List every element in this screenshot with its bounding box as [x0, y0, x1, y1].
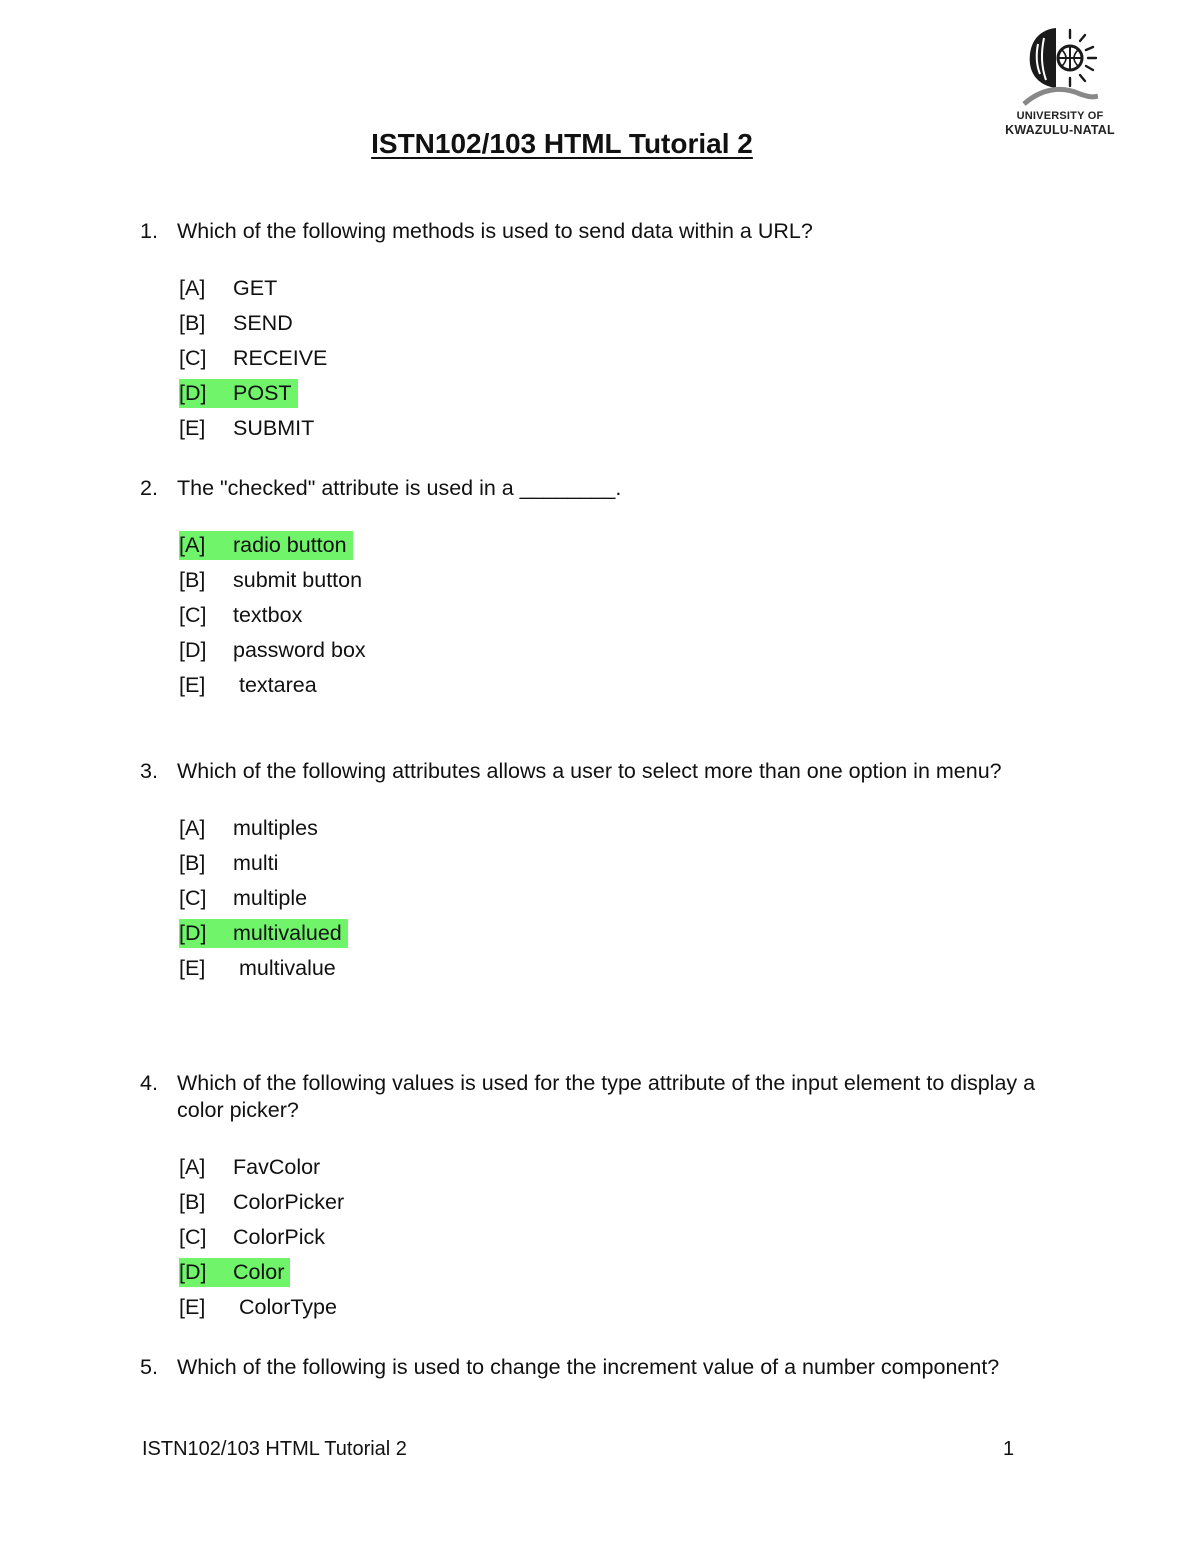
question-3 — [140, 758, 1040, 986]
option-letter: [C] — [179, 1225, 207, 1249]
option-letter: [B] — [179, 568, 206, 592]
question-5 — [140, 1354, 1040, 1381]
option-b — [179, 1185, 1040, 1220]
question-text: The "checked" attribute is used in a ________. — [177, 476, 622, 500]
option-b — [179, 306, 1040, 341]
option-letter: [A] — [179, 533, 206, 557]
option-letter: [B] — [179, 311, 206, 335]
option-d — [179, 633, 1040, 668]
question-number: 1. — [140, 219, 158, 243]
question-number: 3. — [140, 759, 158, 783]
option-text: GET — [233, 276, 278, 300]
question-text: Which of the following methods is used to send data within a URL? — [177, 219, 813, 243]
university-logo — [1000, 24, 1120, 139]
option-letter: [E] — [179, 1295, 206, 1319]
option-text: radio button — [233, 533, 347, 557]
option-c — [179, 881, 1040, 916]
footer-title: ISTN102/103 HTML Tutorial 2 — [142, 1438, 407, 1460]
option-e — [179, 668, 1040, 703]
option-text: ColorType — [233, 1295, 337, 1319]
option-d — [179, 376, 1040, 411]
option-text: textbox — [233, 603, 303, 627]
option-text: SEND — [233, 311, 293, 335]
option-text: FavColor — [233, 1155, 321, 1179]
document-title: ISTN102/103 HTML Tutorial 2 — [371, 128, 753, 159]
option-text: password box — [233, 638, 366, 662]
option-b — [179, 563, 1040, 598]
page-number: 1 — [1003, 1438, 1015, 1460]
option-text: SUBMIT — [233, 416, 315, 440]
question-1 — [140, 218, 1040, 446]
option-d — [179, 1255, 1040, 1290]
option-letter: [A] — [179, 816, 206, 840]
option-a — [179, 1150, 1040, 1185]
option-letter: [C] — [179, 886, 207, 910]
logo-text-line2: KWAZULU-NATAL — [1005, 123, 1115, 137]
option-letter: [C] — [179, 346, 207, 370]
question-text: Which of the following is used to change the increment value of a number component? — [177, 1355, 1000, 1379]
option-text: ColorPick — [233, 1225, 325, 1249]
option-text: multivalued — [233, 921, 342, 945]
question-number: 5. — [140, 1355, 158, 1379]
option-text: Color — [233, 1260, 285, 1284]
question-text: Which of the following attributes allows a user to select more than one option in menu? — [177, 759, 1002, 783]
option-letter: [C] — [179, 603, 207, 627]
option-text: ColorPicker — [233, 1190, 345, 1214]
option-text: multiple — [233, 886, 308, 910]
logo-text-line1: UNIVERSITY OF — [1016, 110, 1104, 122]
option-text: multivalue — [233, 956, 336, 980]
option-letter: [D] — [179, 921, 207, 945]
option-text: POST — [233, 381, 292, 405]
question-2 — [140, 475, 1040, 703]
option-d — [179, 916, 1040, 951]
option-list — [179, 528, 1040, 703]
option-text: multiples — [233, 816, 318, 840]
option-a — [179, 528, 1040, 563]
option-text: submit button — [233, 568, 363, 592]
option-b — [179, 846, 1040, 881]
option-text: multi — [233, 851, 279, 875]
option-letter: [A] — [179, 276, 206, 300]
option-letter: [B] — [179, 851, 206, 875]
option-letter: [E] — [179, 956, 206, 980]
option-list — [179, 1150, 1040, 1325]
option-letter: [D] — [179, 381, 207, 405]
ukzn-crest-icon — [1022, 24, 1098, 108]
option-letter: [B] — [179, 1190, 206, 1214]
option-list — [179, 811, 1040, 986]
option-c — [179, 598, 1040, 633]
question-4 — [140, 1070, 1040, 1325]
option-letter: [E] — [179, 673, 206, 697]
option-c — [179, 1220, 1040, 1255]
option-e — [179, 411, 1040, 446]
option-a — [179, 811, 1040, 846]
question-number: 4. — [140, 1071, 158, 1095]
option-a — [179, 271, 1040, 306]
option-e — [179, 951, 1040, 986]
option-letter: [D] — [179, 1260, 207, 1284]
option-letter: [D] — [179, 638, 207, 662]
option-letter: [A] — [179, 1155, 206, 1179]
option-c — [179, 341, 1040, 376]
question-text: Which of the following values is used for the type attribute of the input element to display a color picker? — [177, 1071, 1036, 1122]
option-list — [179, 271, 1040, 446]
option-e — [179, 1290, 1040, 1325]
option-letter: [E] — [179, 416, 206, 440]
option-text: textarea — [233, 673, 317, 697]
question-number: 2. — [140, 476, 158, 500]
option-text: RECEIVE — [233, 346, 328, 370]
